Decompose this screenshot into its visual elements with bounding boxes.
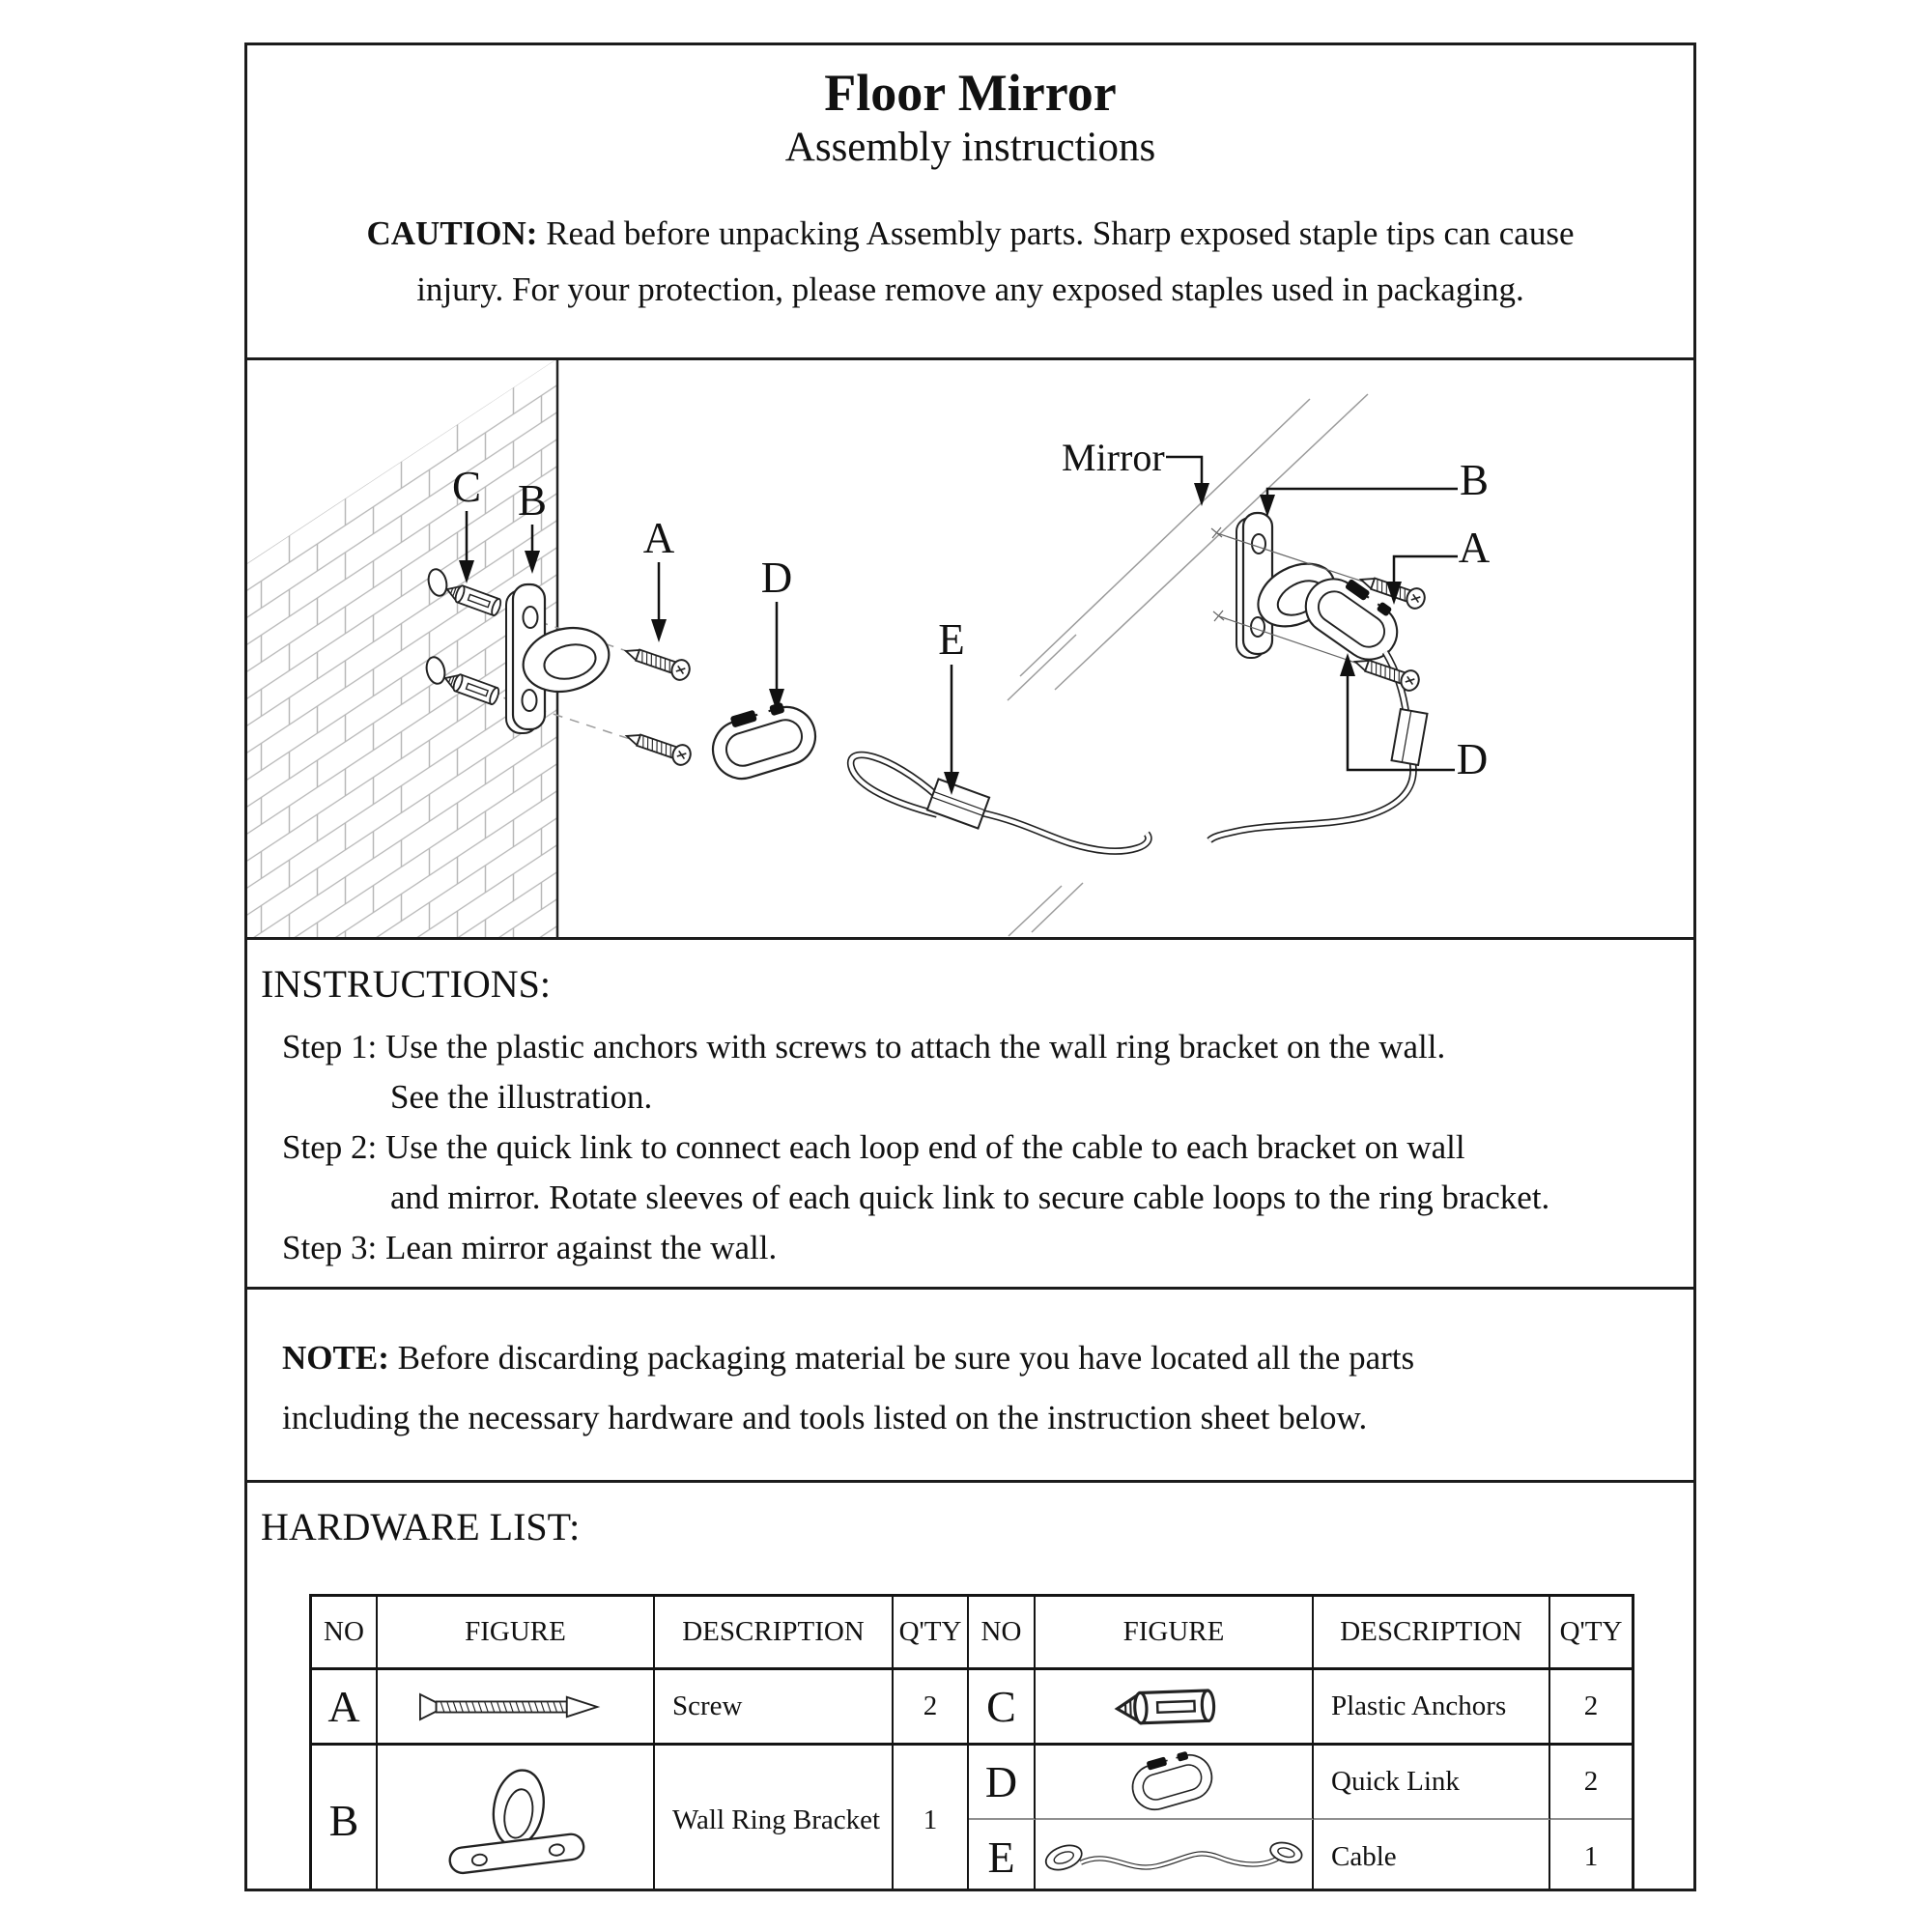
header-section <box>247 45 1693 357</box>
step-3-line: Step 3: Lean mirror against the wall. <box>282 1229 778 1266</box>
hw-row-c-description: Plastic Anchors <box>1314 1670 1550 1746</box>
note-label: NOTE: <box>282 1339 389 1377</box>
hw-row-e-description: Cable <box>1314 1820 1550 1889</box>
instructions-section <box>247 937 1693 1287</box>
table-row <box>1036 1820 1314 1889</box>
hardware-heading: HARDWARE LIST: <box>261 1505 581 1548</box>
hw-col-qty: Q'TY <box>894 1597 969 1670</box>
hw-row-b-qty: 1 <box>894 1746 969 1889</box>
table-row <box>1036 1746 1314 1820</box>
table-row <box>378 1670 655 1746</box>
screw-drawing <box>622 641 692 682</box>
page-title: Floor Mirror <box>824 64 1117 122</box>
note-line-1: NOTE: Before discarding packaging material be sure you have located all the parts <box>282 1339 1415 1377</box>
hw-col-figure-2: FIGURE <box>1036 1597 1314 1670</box>
hw-col-figure: FIGURE <box>378 1597 655 1670</box>
instructions-heading: INSTRUCTIONS: <box>261 962 552 1006</box>
label-quicklink-d: D <box>760 554 793 602</box>
hw-row-c-no: C <box>969 1670 1036 1746</box>
hardware-section <box>247 1480 1693 1889</box>
page-subtitle: Assembly instructions <box>784 125 1156 170</box>
hw-col-no: NO <box>312 1597 378 1670</box>
quick-link-figure <box>1121 1747 1227 1818</box>
table-row <box>1036 1670 1314 1746</box>
note-line-2: including the necessary hardware and tools listed on the instruction sheet below. <box>282 1399 1368 1436</box>
label-mirror: Mirror <box>1062 436 1165 479</box>
hw-col-qty-2: Q'TY <box>1550 1597 1632 1670</box>
hw-row-a-description: Screw <box>655 1670 894 1746</box>
hw-row-e-no: E <box>969 1820 1036 1889</box>
assembly-diagram <box>247 360 1693 937</box>
table-row <box>378 1746 655 1889</box>
hw-col-description: DESCRIPTION <box>655 1597 894 1670</box>
label-bracket-b-right: B <box>1459 456 1490 504</box>
instruction-sheet <box>244 43 1696 1891</box>
hw-row-d-qty: 2 <box>1550 1746 1632 1820</box>
label-bracket-b: B <box>517 476 548 525</box>
label-quicklink-d-right: D <box>1456 735 1489 783</box>
caution-paragraph <box>247 206 1693 318</box>
label-anchor-c: C <box>451 463 482 511</box>
hw-row-b-description: Wall Ring Bracket <box>655 1746 894 1889</box>
plastic-anchor-figure <box>1077 1676 1270 1738</box>
hardware-table <box>309 1594 1634 1889</box>
caution-line-1: CAUTION: Read before unpacking Assembly parts. Sharp exposed staple tips can cause <box>366 214 1575 252</box>
hw-row-b-no: B <box>312 1746 378 1889</box>
hw-row-a-no: A <box>312 1670 378 1746</box>
screw-figure <box>405 1683 627 1731</box>
label-cable-e: E <box>938 615 965 664</box>
hw-row-c-qty: 2 <box>1550 1670 1632 1746</box>
step-2-continuation: and mirror. Rotate sleeves of each quick link to secure cable loops to the ring bracket. <box>390 1179 1550 1216</box>
wall-ring-bracket-drawing <box>506 584 615 733</box>
wall-ring-bracket-figure <box>439 1751 593 1889</box>
cable-drawing <box>851 754 1149 851</box>
screw-drawing <box>623 726 693 767</box>
hw-row-a-qty: 2 <box>894 1670 969 1746</box>
note-section <box>247 1287 1693 1480</box>
cable-figure <box>1038 1824 1309 1889</box>
caution-label: CAUTION: <box>366 214 538 252</box>
hw-row-d-no: D <box>969 1746 1036 1820</box>
step-1-continuation: See the illustration. <box>390 1078 653 1116</box>
step-2-line: Step 2: Use the quick link to connect each loop end of the cable to each bracket on wall <box>282 1128 1465 1166</box>
diagram-section <box>247 357 1693 937</box>
hw-row-e-qty: 1 <box>1583 1841 1599 1872</box>
label-screw-a: A <box>642 514 675 562</box>
hw-col-no-2: NO <box>969 1597 1036 1670</box>
hw-row-d-description: Quick Link <box>1314 1746 1550 1820</box>
caution-line-2: injury. For your protection, please remove any exposed staples used in packaging. <box>416 270 1524 308</box>
step-1-line: Step 1: Use the plastic anchors with screws to attach the wall ring bracket on the wall. <box>282 1028 1446 1065</box>
label-screw-a-right: A <box>1458 524 1491 572</box>
quick-link-drawing <box>704 695 823 786</box>
note-paragraph <box>247 1290 1693 1448</box>
hw-col-description-2: DESCRIPTION <box>1314 1597 1550 1670</box>
